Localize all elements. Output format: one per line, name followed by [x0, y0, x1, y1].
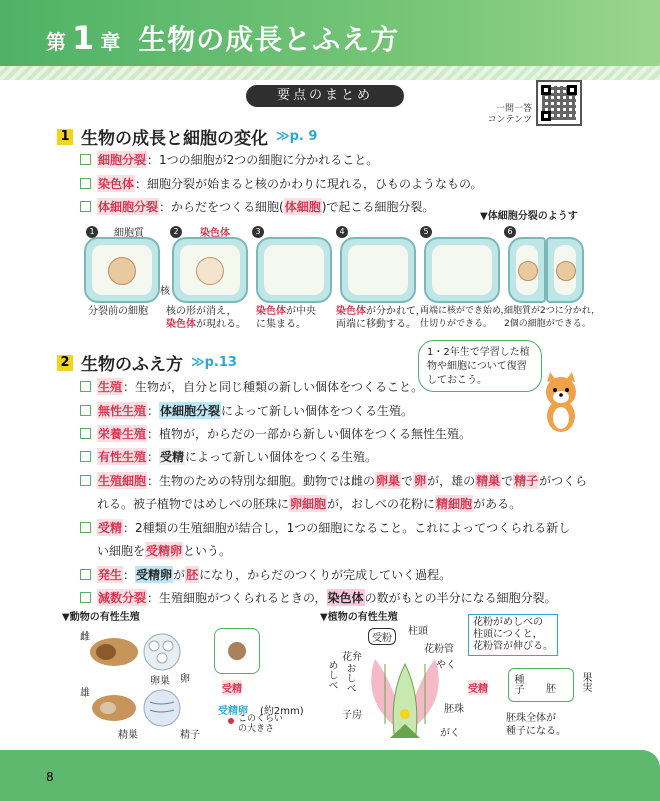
- term: 卵細胞: [290, 497, 327, 511]
- label-pistil: めしべ: [326, 660, 337, 690]
- definition: ：: [147, 450, 160, 464]
- label-pollination: 受粉: [368, 628, 396, 645]
- definition: という。: [183, 544, 232, 558]
- checkbox[interactable]: [80, 451, 91, 462]
- frog-female-icon: [84, 630, 144, 670]
- term: 発生: [98, 568, 123, 582]
- egg-cells-icon: [142, 632, 182, 672]
- caption-term: 染色体: [166, 319, 196, 330]
- speech-bubble: 1・2年生で学習した植物や細胞について復習しておこう。: [418, 340, 542, 392]
- term: 卵: [414, 474, 427, 488]
- checkbox[interactable]: [80, 592, 91, 603]
- pollen-note: 花粉がめしべの 柱頭につくと， 花粉管が伸びる。: [468, 614, 558, 656]
- page-number: 8: [46, 770, 54, 784]
- definition: ：細胞分裂が始まると核のかわりに現れる，ひものようなもの。: [135, 177, 483, 191]
- label-pollen-tube: 花粉管: [424, 644, 454, 655]
- label-sepal: がく: [440, 728, 460, 739]
- term: 体細胞分裂: [98, 200, 159, 214]
- definition: が，おしべの花粉に: [327, 497, 436, 511]
- definition: ：生物が，自分と同じ種類の新しい個体をつくること。: [123, 380, 424, 394]
- animal-title-text: 動物の有性生殖: [69, 612, 140, 623]
- term: 受精卵: [136, 568, 173, 582]
- label-fruit: 果実: [580, 672, 591, 692]
- definition: で: [501, 474, 514, 488]
- caption-text: 仕切りができる。: [420, 319, 493, 329]
- definition: がつくら: [539, 474, 588, 488]
- cell-caption-4: [336, 305, 426, 331]
- list-item-continued: [97, 495, 521, 512]
- checkbox[interactable]: [80, 569, 91, 580]
- label-embryo: 胚: [546, 684, 556, 695]
- definition: の数がもとの半分になる細胞分裂。: [364, 591, 557, 605]
- mascot-dog-icon: [538, 372, 584, 436]
- term: 染色体: [327, 591, 364, 605]
- checkbox[interactable]: [80, 475, 91, 486]
- chapter-number: 1: [72, 19, 95, 57]
- label-male: 雄: [80, 688, 90, 699]
- step-number: 3: [252, 226, 264, 238]
- plant-reproduction-title: ▼植物の有性生殖: [320, 612, 398, 623]
- section-2-page-link[interactable]: ≫p.13: [191, 355, 237, 370]
- definition: になり，からだのつくりが完成していく過程。: [199, 568, 452, 582]
- cell-division-title-text: 体細胞分裂のようす: [487, 211, 578, 222]
- term: 栄養生殖: [98, 427, 147, 441]
- chapter-title-text: 生物の成長とふえ方: [138, 23, 400, 56]
- animal-reproduction-title: ▼動物の有性生殖: [62, 612, 140, 623]
- list-item: [80, 566, 451, 583]
- chapter-header: [0, 0, 660, 80]
- step-number: 1: [86, 226, 98, 238]
- definition: ：: [147, 404, 160, 418]
- term: 精巣: [476, 474, 501, 488]
- label-cytoplasm: 細胞質: [114, 228, 144, 239]
- checkbox[interactable]: [80, 154, 91, 165]
- definition: が，雄の: [427, 474, 476, 488]
- definition: ：1つの細胞が2つの細胞に分かれること。: [147, 153, 379, 167]
- list-item: [80, 589, 557, 606]
- zygote-box: [214, 628, 260, 674]
- label-fertilization: 受精: [222, 680, 242, 695]
- definition: によって新しい個体をつくる生殖。: [185, 450, 378, 464]
- checkbox[interactable]: [80, 522, 91, 533]
- checkbox[interactable]: [80, 405, 91, 416]
- section-2-title: 生物のふえ方: [81, 355, 183, 375]
- page-footer: [0, 750, 660, 801]
- step-number: 4: [336, 226, 348, 238]
- section-2-number: 2: [57, 355, 73, 371]
- summary-label: 要点のまとめ: [246, 85, 404, 107]
- checkbox[interactable]: [80, 201, 91, 212]
- label-egg: 卵: [180, 674, 190, 685]
- definition: ：生殖細胞がつくられるときの，: [147, 591, 327, 605]
- definition: によって新しい個体をつくる生殖。: [221, 404, 414, 418]
- list-item: [80, 198, 434, 215]
- term: 精子: [514, 474, 539, 488]
- cell-stage-5: [424, 237, 500, 303]
- caption-text: が分かれて，: [366, 306, 426, 317]
- term: 生殖: [98, 380, 123, 394]
- actual-size-dot: [228, 718, 234, 724]
- step-number: 5: [420, 226, 432, 238]
- checkbox[interactable]: [80, 178, 91, 189]
- cell-division-title: ▼体細胞分裂のようす: [480, 211, 578, 222]
- definition: れる。被子植物ではめしべの胚珠に: [97, 497, 290, 511]
- label-stamen: おしべ: [344, 663, 355, 693]
- caption-text: 核の形が消え，: [166, 306, 237, 317]
- cell-stage-4: [340, 237, 416, 303]
- term: 染色体: [98, 177, 135, 191]
- caption-text: が中央: [286, 306, 316, 317]
- plant-title-text: 植物の有性生殖: [327, 612, 398, 623]
- label-anther: やく: [436, 660, 456, 671]
- section-1-number: 1: [57, 129, 73, 145]
- caption-term: 染色体: [256, 306, 286, 317]
- frog-male-icon: [84, 688, 144, 726]
- caption-text: 2個の細胞ができる。: [504, 319, 591, 329]
- label-ovule: 胚珠: [444, 704, 464, 715]
- cell-stage-2: [172, 237, 248, 303]
- cell-caption-2: [166, 305, 246, 331]
- header-stripe: [0, 66, 660, 80]
- label-plant-ovary: 子房: [342, 710, 362, 721]
- cell-stage-3: [256, 237, 332, 303]
- cell-caption-6: [504, 305, 600, 331]
- section-1-page-link[interactable]: ≫p. 9: [276, 129, 318, 144]
- definition: が: [173, 568, 186, 582]
- list-item: [80, 425, 471, 442]
- term: 無性生殖: [98, 404, 147, 418]
- chapter-prefix: 第: [46, 30, 66, 54]
- label-size: (約2mm): [260, 706, 304, 717]
- term: 卵巣: [376, 474, 401, 488]
- term: 減数分裂: [98, 591, 147, 605]
- sperm-cells-icon: [142, 688, 182, 728]
- term: 生殖細胞: [98, 474, 147, 488]
- caption-text: 両端に核ができ始め，: [420, 306, 510, 316]
- list-item: [80, 175, 483, 192]
- term: 受精卵: [146, 544, 183, 558]
- section-1-title: 生物の成長と細胞の変化: [81, 129, 268, 149]
- label-petal: 花弁: [342, 652, 362, 663]
- label-ovary: 卵巣: [150, 676, 170, 687]
- seed-note: 胚珠全体が 種子になる。: [506, 713, 566, 737]
- caption-text: 細胞質が2つに分かれ，: [504, 306, 601, 316]
- term: 受精: [98, 521, 123, 535]
- qr-label: 一問一答 コンテンツ: [487, 104, 532, 125]
- cell-caption-5: [420, 305, 510, 331]
- cell-caption-3: [256, 305, 316, 331]
- term: 体細胞分裂: [160, 404, 221, 418]
- step-number: 6: [504, 226, 516, 238]
- definition: で: [401, 474, 414, 488]
- term: 有性生殖: [98, 450, 147, 464]
- definition: ：生物のための特別な細胞。動物では雌の: [147, 474, 376, 488]
- qr-code-icon[interactable]: [536, 80, 582, 126]
- step-number: 2: [170, 226, 182, 238]
- label-testis: 精巣: [118, 730, 138, 741]
- definition: ：からだをつくる細胞(: [159, 200, 284, 214]
- caption-text: に集まる。: [256, 319, 306, 330]
- checkbox[interactable]: [80, 428, 91, 439]
- definition: ：2種類の生殖細胞が結合し，1つの細胞になること。これによってつくられる新し: [123, 521, 571, 535]
- section-2-heading: [57, 350, 237, 375]
- definition: ：植物が，からだの一部から新しい個体をつくる無性生殖。: [147, 427, 472, 441]
- label-sperm: 精子: [180, 730, 200, 741]
- label-female: 雌: [80, 632, 90, 643]
- list-item: [80, 151, 378, 168]
- list-item: [80, 402, 413, 419]
- label-stigma: 柱頭: [408, 626, 428, 637]
- label-plant-fertilization: 受精: [468, 680, 488, 695]
- cell-stage-1: [84, 237, 160, 303]
- definition: ：: [123, 568, 136, 582]
- label-nucleus: 核: [160, 286, 170, 297]
- caption-text: 両端に移動する。: [336, 319, 416, 330]
- list-item-continued: [97, 542, 231, 559]
- caption-term: 染色体: [336, 306, 366, 317]
- label-zygote: 受精卵: [218, 706, 248, 717]
- section-1-heading: [57, 124, 317, 149]
- term: 精細胞: [436, 497, 473, 511]
- cell-stage-6b: [546, 237, 584, 303]
- chapter-suffix: 章: [100, 30, 121, 54]
- caption-text: 分裂前の細胞: [88, 306, 148, 317]
- label-size-note: このくらい の大きさ: [238, 714, 284, 734]
- term: 胚: [186, 568, 199, 582]
- list-item: [80, 519, 570, 536]
- list-item: [80, 472, 587, 489]
- label-seed: 種子: [512, 674, 523, 694]
- term: 体細胞: [284, 200, 321, 214]
- list-item: [80, 378, 423, 395]
- list-item: [80, 448, 377, 465]
- caption-text: が現れる。: [196, 319, 246, 330]
- term: 受精: [160, 450, 185, 464]
- cell-stage-6a: [508, 237, 546, 303]
- definition: がある。: [473, 497, 522, 511]
- term: 細胞分裂: [98, 153, 147, 167]
- label-chromosome: 染色体: [200, 228, 230, 239]
- chapter-title: [46, 18, 399, 58]
- cell-caption-1: [88, 305, 148, 318]
- checkbox[interactable]: [80, 381, 91, 392]
- definition: )で起こる細胞分裂。: [321, 200, 435, 214]
- definition: い細胞を: [97, 544, 146, 558]
